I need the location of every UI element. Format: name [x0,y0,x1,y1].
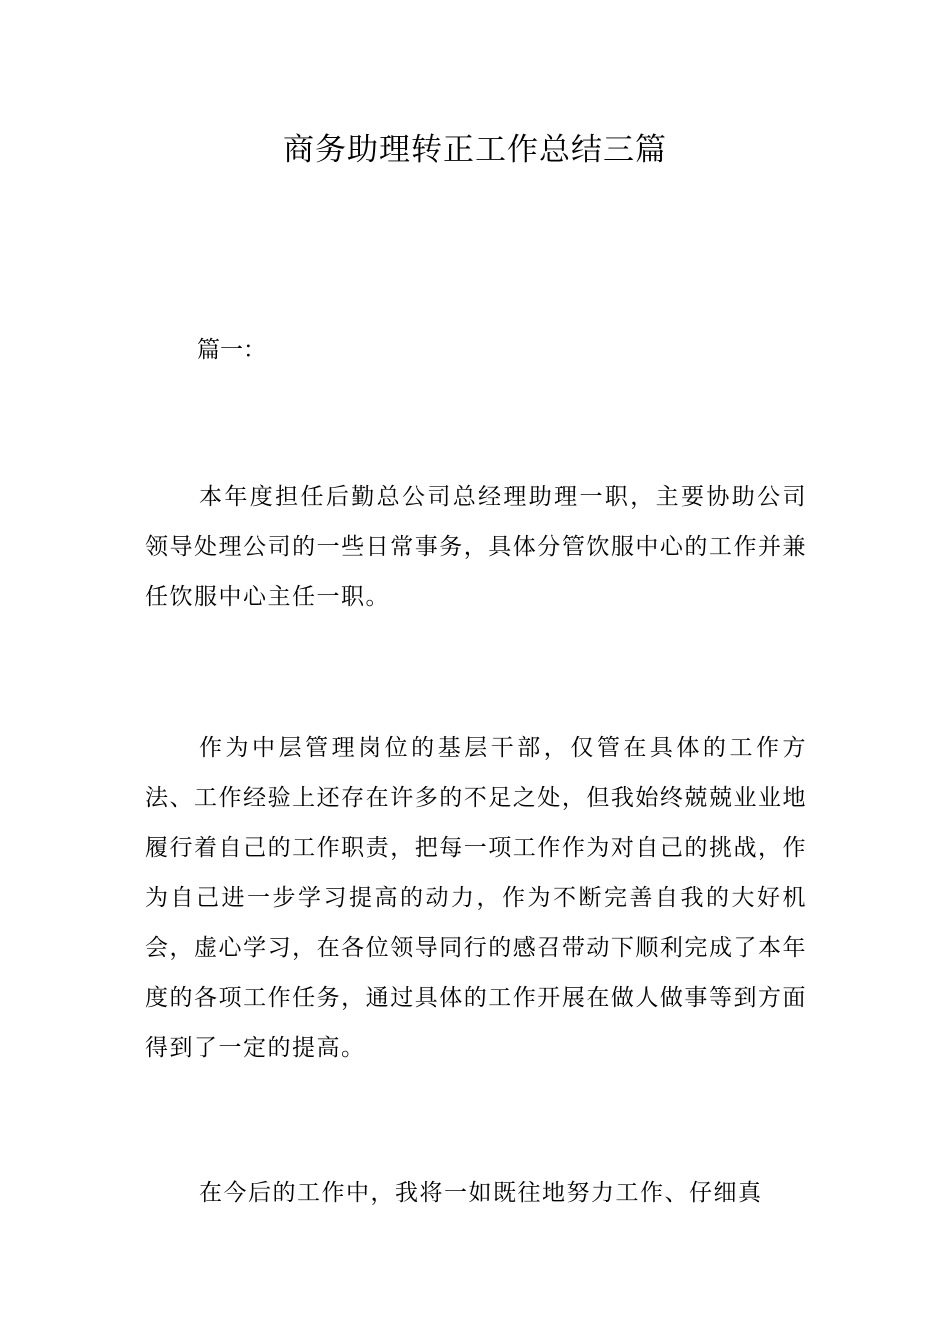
section-label: 篇一： [197,337,266,363]
paragraph-1: 本年度担任后勤总公司总经理助理一职，主要协助公司领导处理公司的一些日常事务，具体分管饮服中心的工作并兼任饮服中心主任一职。 [145,484,807,610]
document-title: 商务助理转正工作总结三篇 [283,132,667,168]
paragraph-2: 作为中层管理岗位的基层干部，仅管在具体的工作方法、工作经验上还存在许多的不足之处，但我始终兢兢业业地履行着自己的工作职责，把每一项工作作为对自己的挑战，作为自己进一步学习提高的动力，作为不断完善自我的大好机会，虚心学习，在各位领导同行的感召带动下顺利完成了本年度的各项工作任务，通过具体的工作开展在做人做事等到方面得到了一定的提高。 [145,735,807,1061]
paragraph-3: 在今后的工作中，我将一如既往地努力工作、仔细真 [199,1180,763,1206]
